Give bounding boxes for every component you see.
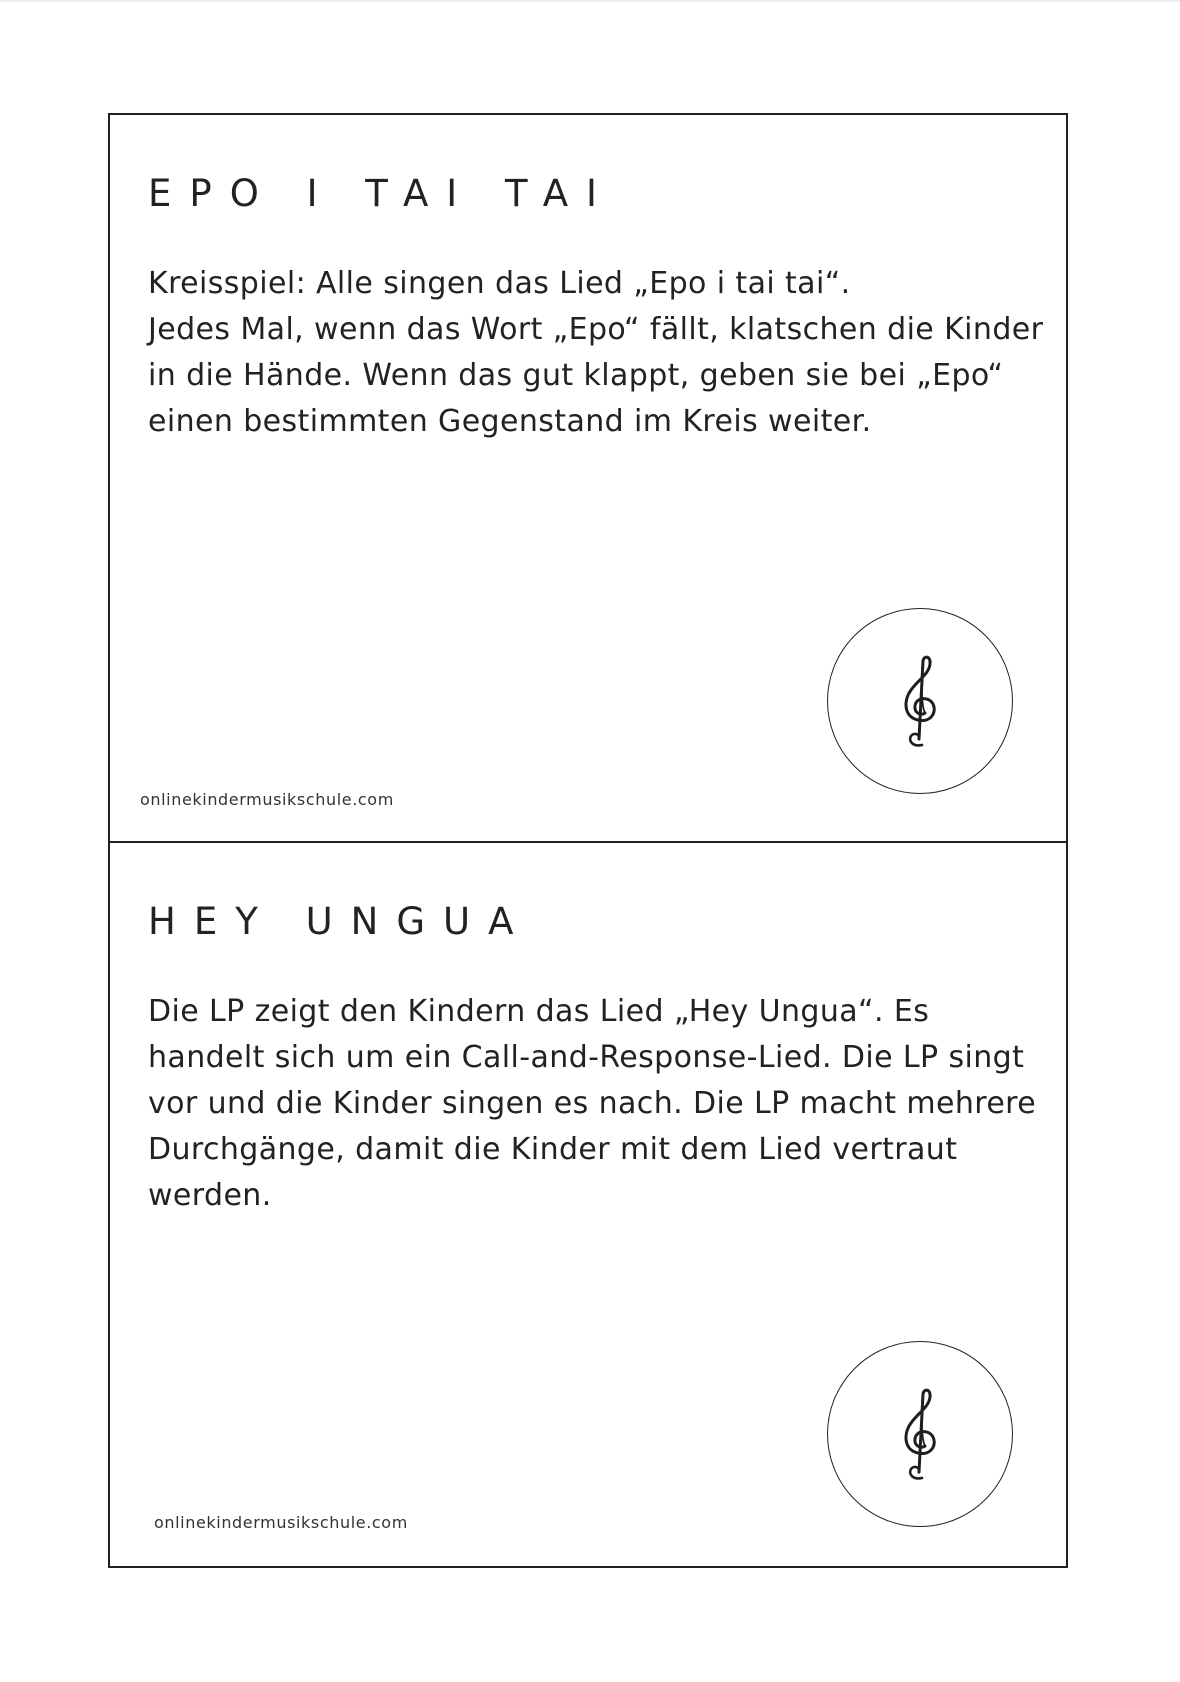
clef-badge <box>827 608 1013 794</box>
page-edge <box>0 0 1180 2</box>
description-line: Die LP zeigt den Kindern das Lied „Hey Ungua“. Es <box>148 994 930 1029</box>
card-sheet <box>108 113 1068 1568</box>
footer-url: onlinekindermusikschule.com <box>140 790 394 809</box>
card-hey-ungua <box>110 843 1066 1566</box>
card-description <box>148 989 1048 1219</box>
description-line: einen bestimmten Gegenstand im Kreis weiter. <box>148 404 872 439</box>
description-line: Durchgänge, damit die Kinder mit dem Lied vertraut <box>148 1132 958 1167</box>
footer-url: onlinekindermusikschule.com <box>154 1513 408 1532</box>
card-description <box>148 261 1048 445</box>
description-line: Jedes Mal, wenn das Wort „Epo“ fällt, klatschen die Kinder <box>148 312 1044 347</box>
description-line: Kreisspiel: Alle singen das Lied „Epo i tai tai“. <box>148 266 851 301</box>
treble-clef-icon <box>828 609 1012 793</box>
description-line: vor und die Kinder singen es nach. Die LP macht mehrere <box>148 1086 1037 1121</box>
card-epo-i-tai-tai <box>110 115 1066 843</box>
description-line: in die Hände. Wenn das gut klappt, geben sie bei „Epo“ <box>148 358 1004 393</box>
card-title: EPO I TAI TAI <box>148 172 615 215</box>
clef-badge <box>827 1341 1013 1527</box>
description-line: handelt sich um ein Call-and-Response-Lied. Die LP singt <box>148 1040 1025 1075</box>
treble-clef-icon <box>828 1342 1012 1526</box>
card-title: HEY UNGUA <box>148 900 532 943</box>
description-line: werden. <box>148 1178 272 1213</box>
